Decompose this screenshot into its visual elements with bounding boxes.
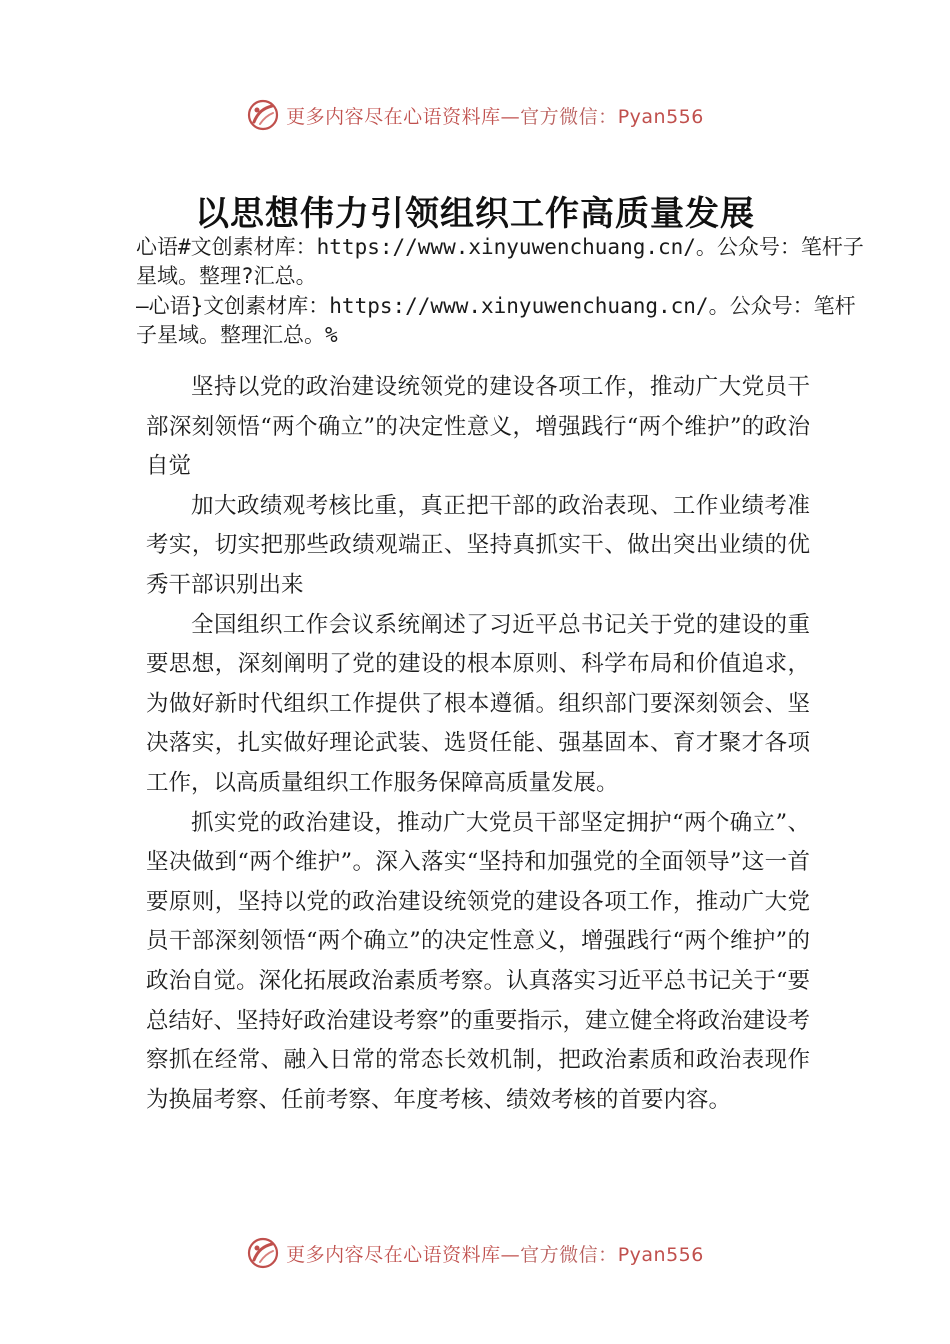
header-banner	[0, 95, 950, 135]
banner-text: 更多内容尽在心语资料库—官方微信：Pyan556	[286, 1243, 704, 1266]
footer-banner	[0, 1233, 950, 1273]
source-line-2: —心语}文创素材库：https://www.xinyuwenchuang.cn/。公众号：笔杆子星域。整理汇总。%	[136, 294, 856, 347]
paragraph: 加大政绩观考核比重，真正把干部的政治表现、工作业绩考准考实，切实把那些政绩观端正、坚持真抓实干、做出突出业绩的优秀干部识别出来	[146, 492, 810, 598]
brush-logo-icon	[246, 1236, 280, 1270]
document-body	[146, 368, 810, 1120]
banner-text: 更多内容尽在心语资料库—官方微信：Pyan556	[286, 105, 704, 128]
paragraph: 坚持以党的政治建设统领党的建设各项工作，推动广大党员干部深刻领悟“两个确立”的决定性意义，增强践行“两个维护”的政治自觉	[146, 374, 810, 480]
brush-logo-icon	[246, 98, 280, 132]
document-title: 以思想伟力引领组织工作高质量发展	[195, 194, 755, 234]
paragraph: 全国组织工作会议系统阐述了习近平总书记关于党的建设的重要思想，深刻阐明了党的建设的根本原则、科学布局和价值追求，为做好新时代组织工作提供了根本遵循。组织部门要深刻领会、坚决落实，扎实做好理论武装、选贤任能、强基固本、育才聚才各项工作，以高质量组织工作服务保障高质量发展。	[146, 611, 810, 796]
paragraph: 抓实党的政治建设，推动广大党员干部坚定拥护“两个确立”、坚决做到“两个维护”。深入落实“坚持和加强党的全面领导”这一首要原则，坚持以党的政治建设统领党的建设各项工作，推动广大党员干部深刻领悟“两个确立”的决定性意义，增强践行“两个维护”的政治自觉。深化拓展政治素质考察。认真落实习近平总书记关于“要总结好、坚持好政治建设考察”的重要指示，建立健全将政治建设考察抓在经常、融入日常的常态长效机制，把政治素质和政治表现作为换届考察、任前考察、年度考核、绩效考核的首要内容。	[146, 809, 811, 1113]
source-line-1: 心语#文创素材库：https://www.xinyuwenchuang.cn/。公众号：笔杆子星域。整理?汇总。	[136, 235, 864, 288]
